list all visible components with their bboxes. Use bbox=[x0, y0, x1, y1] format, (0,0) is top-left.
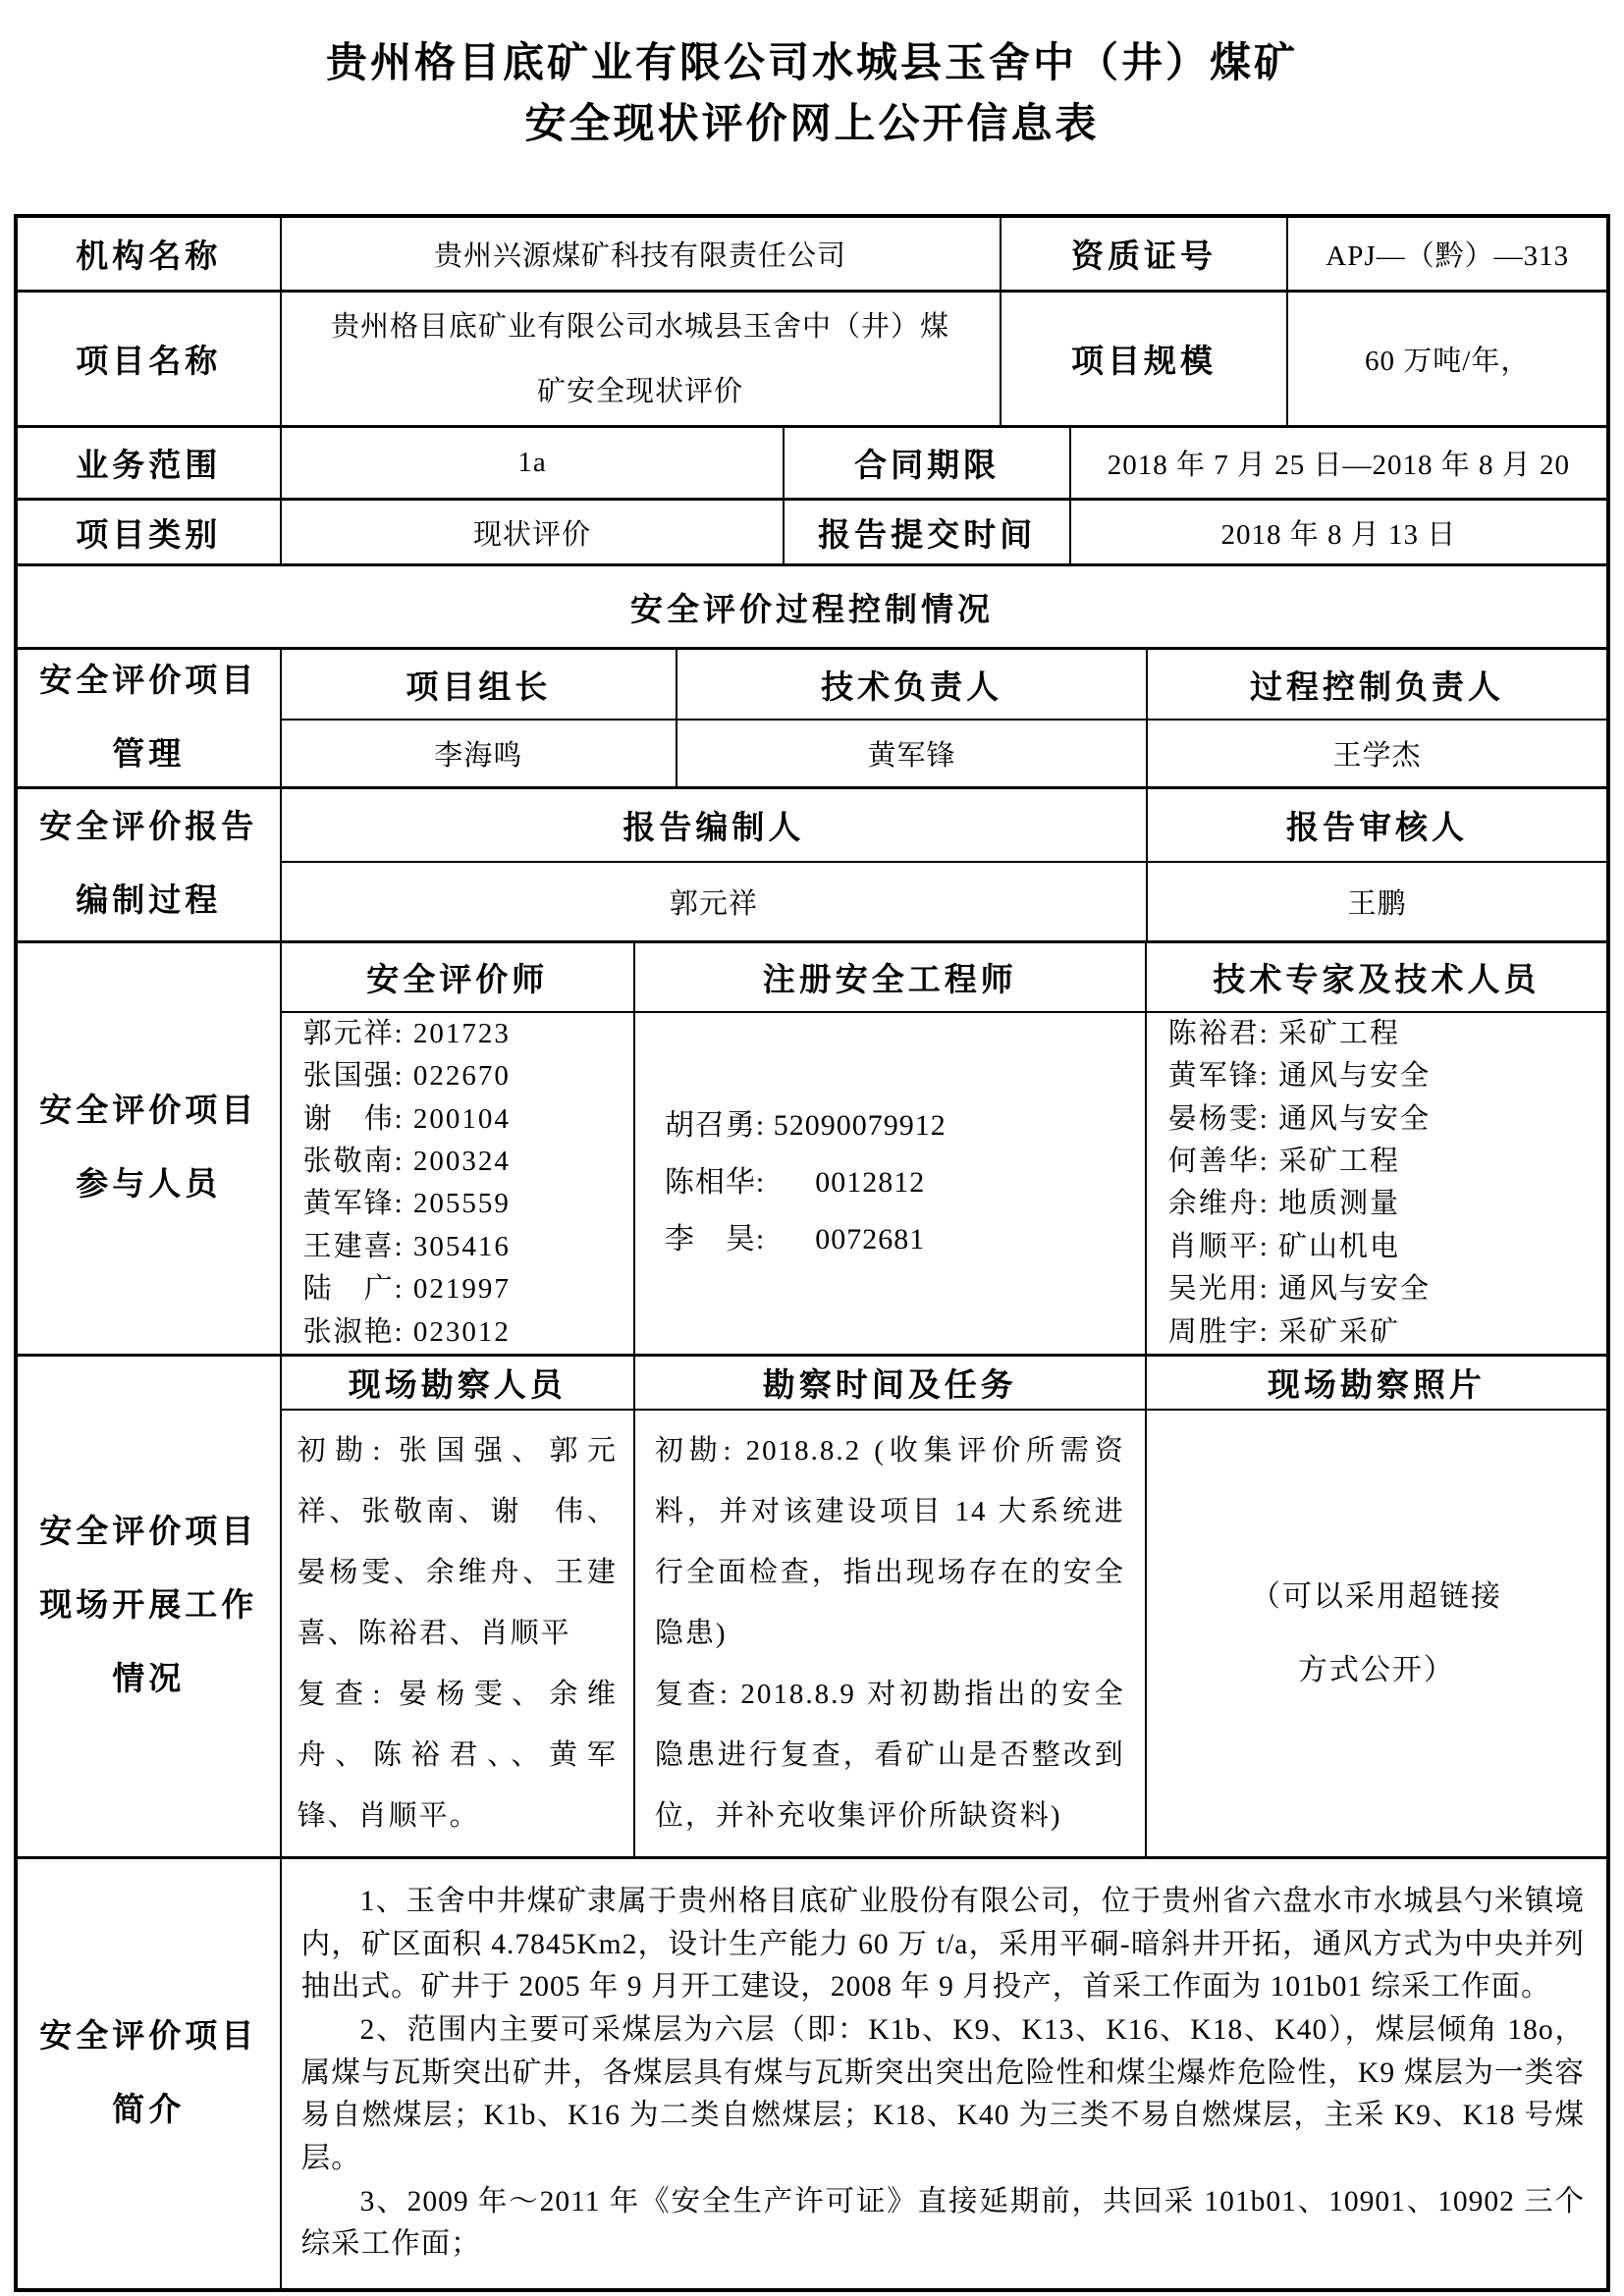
management-header-row bbox=[282, 650, 1606, 721]
section-participants bbox=[18, 943, 1606, 1357]
site-work-label-line1: 安全评价项目 bbox=[39, 1515, 258, 1550]
assessor-item: 郭元祥: 201723 bbox=[302, 1017, 511, 1049]
site-work-label bbox=[18, 1357, 282, 1856]
intro-text bbox=[282, 1859, 1606, 2288]
participants-label bbox=[18, 943, 282, 1354]
document-title bbox=[0, 0, 1624, 155]
intro-paragraph-3: 3、2009 年～2011 年《安全生产许可证》直接延期前，共回采 101b01、10901、10902 三个综采工作面； bbox=[300, 2185, 1585, 2261]
survey-photo-note bbox=[1147, 1411, 1606, 1856]
intro-paragraph-1: 1、玉舍中井煤矿隶属于贵州格目底矿业股份有限公司，位于贵州省六盘水市水城县勺米镇境内，矿区面积 4.7845Km2，设计生产能力 60 万 t/a，采用平硐-暗斜井开拓，通风方式为中央并列抽出式。矿井于 2005 年 9 月开工建设，2008 年 9 月投产，首采工作面为 101b01 综采工作面。 bbox=[300, 1885, 1585, 2003]
expert-item: 何善华: 采矿工程 bbox=[1167, 1145, 1401, 1177]
team-leader-header: 项目组长 bbox=[282, 650, 677, 719]
project-label: 项目名称 bbox=[18, 293, 282, 425]
row-org bbox=[18, 218, 1606, 293]
report-label-line2: 编制过程 bbox=[76, 883, 222, 919]
report-reviewer-value: 王鹏 bbox=[1347, 888, 1407, 920]
report-reviewer-header: 报告审核人 bbox=[1286, 811, 1469, 846]
survey-task-recheck: 复查: 2018.8.9 对初勘指出的安全隐患进行复查，看矿山是否整改到位，并补充收集评价所缺资料) bbox=[654, 1679, 1125, 1832]
expert-item: 黄军锋: 通风与安全 bbox=[1167, 1060, 1432, 1093]
site-work-header-row bbox=[282, 1357, 1606, 1411]
section-intro bbox=[18, 1859, 1606, 2288]
report-writer-value: 郭元祥 bbox=[282, 863, 1149, 940]
intro-paragraph-2: 2、范围内主要可采煤层为六层（即：K1b、K9、K13、K16、K18、K40），煤层倾角 18o，属煤与瓦斯突出矿井，各煤层具有煤与瓦斯突出突出危险性和煤尘爆炸危险性，K9 煤层为一类容易自燃煤层；K1b、K16 为二类自燃煤层；K18、K40 为三类不易自燃煤层，主采 K9、K18 号煤层。 bbox=[300, 2013, 1585, 2175]
engineer-item: 胡召勇: 52090079912 bbox=[664, 1109, 947, 1143]
engineer-item: 李 昊: 0072681 bbox=[664, 1223, 926, 1256]
site-work-label-line3: 情况 bbox=[112, 1662, 186, 1697]
intro-label-line1: 安全评价项目 bbox=[39, 2018, 258, 2055]
section-management bbox=[18, 650, 1606, 789]
management-label bbox=[18, 650, 282, 786]
document-title-line1: 贵州格目底矿业有限公司水城县玉舍中（井）煤矿 bbox=[325, 41, 1298, 86]
cert-value: APJ—（黔）—313 bbox=[1326, 240, 1570, 272]
row-category bbox=[18, 501, 1606, 566]
assessor-item: 陆 广: 021997 bbox=[302, 1273, 511, 1306]
process-control-section-title: 安全评价过程控制情况 bbox=[630, 592, 994, 628]
org-label: 机构名称 bbox=[18, 218, 282, 290]
report-grid bbox=[282, 789, 1606, 940]
participants-label-line1: 安全评价项目 bbox=[39, 1094, 258, 1129]
management-label-line1: 安全评价项目 bbox=[39, 663, 258, 699]
section-site-work bbox=[18, 1357, 1606, 1859]
section-report bbox=[18, 789, 1606, 943]
scale-value: 60 万吨/年， bbox=[1365, 346, 1531, 377]
management-label-line2: 管理 bbox=[112, 736, 186, 773]
category-label: 项目类别 bbox=[18, 501, 282, 563]
site-work-grid bbox=[282, 1357, 1606, 1856]
management-value-row bbox=[282, 721, 1606, 786]
project-value-line1: 贵州格目底矿业有限公司水城县玉舍中（井）煤 bbox=[331, 310, 950, 343]
assessor-item: 谢 伟: 200104 bbox=[302, 1102, 511, 1135]
participants-label-line2: 参与人员 bbox=[76, 1167, 222, 1202]
assessor-item: 张国强: 022670 bbox=[302, 1060, 511, 1093]
engineer-list bbox=[635, 1013, 1147, 1354]
site-work-content-row bbox=[282, 1411, 1606, 1856]
tech-lead-header: 技术负责人 bbox=[677, 650, 1148, 719]
management-grid bbox=[282, 650, 1606, 786]
info-table bbox=[14, 214, 1610, 2292]
assessor-header: 安全评价师 bbox=[282, 943, 635, 1011]
tech-lead-value: 黄军锋 bbox=[677, 721, 1148, 786]
survey-photo-note-line2: 方式公开） bbox=[1297, 1654, 1455, 1686]
expert-item: 晏杨雯: 通风与安全 bbox=[1167, 1102, 1432, 1135]
document-title-line2: 安全现状评价网上公开信息表 bbox=[524, 102, 1100, 147]
contract-label: 合同期限 bbox=[785, 428, 1070, 498]
team-leader-value: 李海鸣 bbox=[282, 721, 677, 786]
category-value: 现状评价 bbox=[282, 501, 785, 563]
expert-item: 肖顺平: 矿山机电 bbox=[1167, 1230, 1401, 1262]
surveyor-recheck: 复查: 晏杨雯、余维舟、陈裕君、、黄军锋、肖顺平。 bbox=[297, 1679, 618, 1832]
participants-header-row bbox=[282, 943, 1606, 1013]
expert-item: 陈裕君: 采矿工程 bbox=[1167, 1017, 1401, 1049]
survey-photo-note-line1: （可以采用超链接 bbox=[1250, 1580, 1502, 1613]
expert-item: 余维舟: 地质测量 bbox=[1167, 1188, 1401, 1220]
expert-header: 技术专家及技术人员 bbox=[1213, 962, 1541, 998]
scope-label: 业务范围 bbox=[18, 428, 282, 498]
report-label bbox=[18, 789, 282, 940]
assessor-item: 张敬南: 200324 bbox=[302, 1145, 511, 1177]
survey-task-initial: 初勘: 2018.8.2 (收集评价所需资料，并对该建设项目 14 大系统进行全面检查，指出现场存在的安全隐患) bbox=[654, 1435, 1125, 1649]
project-value-line2: 矿安全现状评价 bbox=[537, 375, 744, 407]
survey-photo-header: 现场勘察照片 bbox=[1267, 1368, 1486, 1404]
row-scope bbox=[18, 428, 1606, 501]
row-project bbox=[18, 293, 1606, 428]
survey-task-header: 勘察时间及任务 bbox=[635, 1357, 1147, 1409]
intro-label-line2: 简介 bbox=[112, 2092, 186, 2128]
project-value bbox=[282, 293, 1001, 425]
surveyor-header: 现场勘察人员 bbox=[282, 1357, 635, 1409]
report-value-row bbox=[282, 863, 1606, 940]
process-control-lead-value: 王学杰 bbox=[1332, 740, 1422, 772]
submit-time-label: 报告提交时间 bbox=[785, 501, 1070, 563]
intro-label bbox=[18, 1859, 282, 2288]
report-header-row bbox=[282, 789, 1606, 863]
assessor-item: 王建喜: 305416 bbox=[302, 1230, 511, 1262]
survey-task-text bbox=[635, 1411, 1147, 1856]
scope-value: 1a bbox=[282, 428, 785, 498]
cert-label: 资质证号 bbox=[1001, 218, 1289, 290]
engineer-item: 陈相华: 0012812 bbox=[664, 1166, 926, 1200]
expert-item: 吴光用: 通风与安全 bbox=[1167, 1273, 1432, 1306]
scale-label: 项目规模 bbox=[1001, 293, 1289, 425]
assessor-item: 黄军锋: 205559 bbox=[302, 1188, 511, 1220]
contract-value: 2018 年 7 月 25 日—2018 年 8 月 20 bbox=[1107, 450, 1570, 481]
participants-content-row bbox=[282, 1013, 1606, 1354]
expert-list bbox=[1147, 1013, 1606, 1354]
submit-time-value: 2018 年 8 月 13 日 bbox=[1220, 518, 1457, 551]
assessor-item: 张淑艳: 023012 bbox=[302, 1315, 511, 1348]
org-value: 贵州兴源煤矿科技有限责任公司 bbox=[282, 218, 1001, 290]
expert-item: 周胜宇: 采矿采矿 bbox=[1167, 1315, 1401, 1348]
process-control-lead-header: 过程控制负责人 bbox=[1250, 669, 1505, 706]
row-section-header bbox=[18, 566, 1606, 650]
surveyor-initial: 初勘: 张国强、郭元祥、张敬南、谢 伟、晏杨雯、余维舟、王建喜、陈裕君、肖顺平 bbox=[297, 1435, 618, 1649]
report-label-line1: 安全评价报告 bbox=[39, 810, 258, 845]
report-writer-header: 报告编制人 bbox=[282, 789, 1149, 861]
participants-grid bbox=[282, 943, 1606, 1354]
surveyor-list bbox=[282, 1411, 635, 1856]
engineer-header: 注册安全工程师 bbox=[635, 943, 1147, 1011]
site-work-label-line2: 现场开展工作 bbox=[39, 1588, 258, 1624]
assessor-list bbox=[282, 1013, 635, 1354]
